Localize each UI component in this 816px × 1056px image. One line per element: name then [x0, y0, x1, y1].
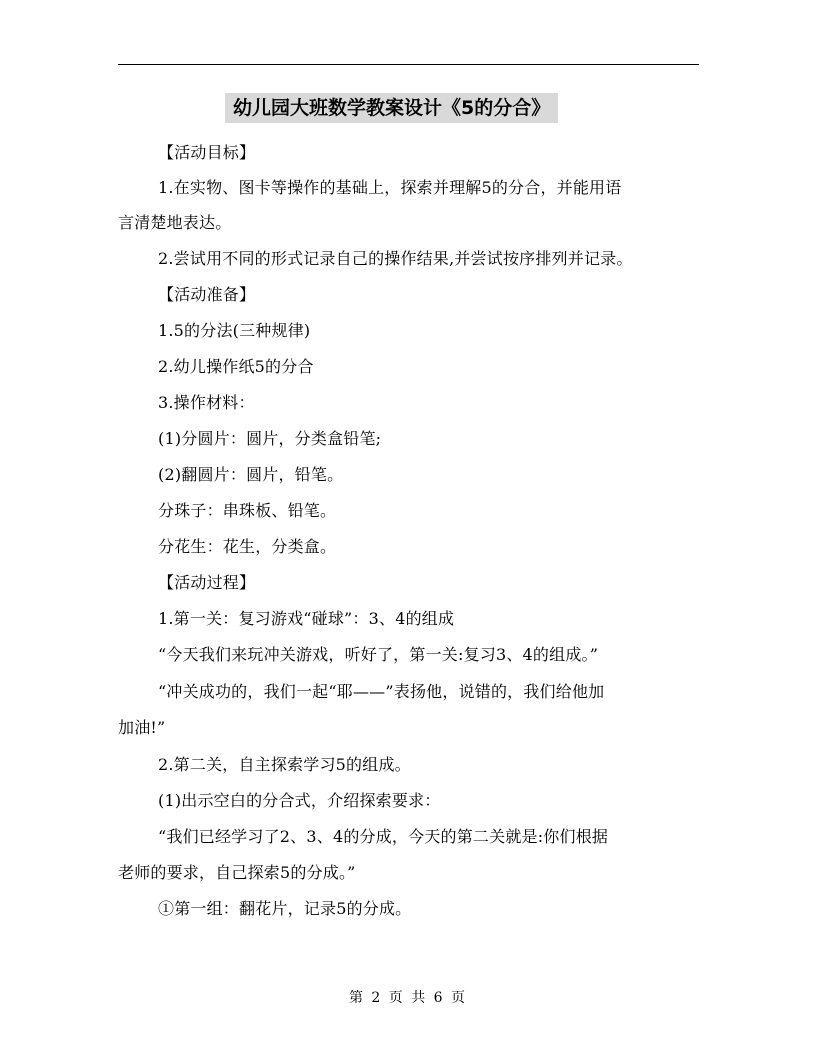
paragraph-line: 分花生：花生，分类盒。 — [158, 537, 337, 556]
paragraph-line: 2.幼儿操作纸5的分合 — [158, 357, 314, 376]
document-title: 幼儿园大班数学教案设计《5的分合》 — [225, 93, 558, 123]
paragraph-line: “今天我们来玩冲关游戏，听好了，第一关:复习3、4的组成。” — [158, 645, 599, 664]
paragraph-line: 3.操作材料： — [158, 393, 255, 412]
section-heading-goals: 【活动目标】 — [158, 143, 256, 162]
paragraph-line: 1.在实物、图卡等操作的基础上，探索并理解5的分合，并能用语 — [158, 178, 622, 197]
paragraph-line: 1.5的分法(三种规律) — [158, 321, 311, 340]
paragraph-line: “我们已经学习了2、3、4的分成，今天的第二关就是:你们根据 — [158, 827, 609, 846]
paragraph-line: 言清楚地表达。 — [118, 213, 232, 232]
paragraph-line: 1.第一关：复习游戏“碰球”：3、4的组成 — [158, 609, 455, 628]
paragraph-line: (1)分圆片：圆片，分类盒铅笔; — [158, 429, 382, 448]
paragraph-line: (1)出示空白的分合式，介绍探索要求： — [158, 791, 441, 810]
paragraph-line: 老师的要求，自己探索5的分成。” — [118, 863, 356, 882]
paragraph-line: 加油!” — [118, 718, 166, 737]
paragraph-line: “冲关成功的，我们一起“耶——”表扬他，说错的，我们给他加 — [158, 682, 605, 701]
paragraph-line: (2)翻圆片：圆片，铅笔。 — [158, 465, 344, 484]
section-heading-process: 【活动过程】 — [158, 573, 256, 592]
paragraph-line: 2.第二关，自主探索学习5的组成。 — [158, 755, 411, 774]
section-heading-preparation: 【活动准备】 — [158, 285, 256, 304]
paragraph-line: ①第一组：翻花片，记录5的分成。 — [158, 899, 412, 918]
paragraph-line: 分珠子：串珠板、铅笔。 — [158, 501, 337, 520]
header-rule — [118, 64, 699, 65]
paragraph-line: 2.尝试用不同的形式记录自己的操作结果,并尝试按序排列并记录。 — [158, 249, 633, 268]
page-footer: 第 2 页 共 6 页 — [348, 990, 468, 1006]
